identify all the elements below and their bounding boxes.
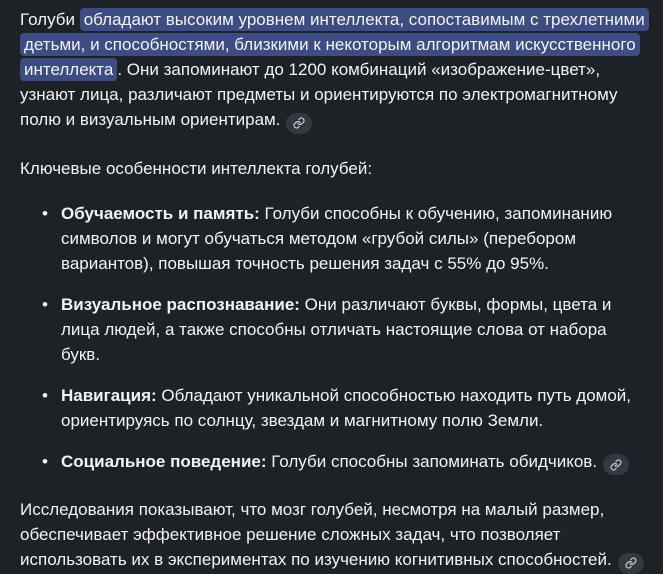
bullet-title: Обучаемость и память: [61, 203, 260, 223]
citation-link-button[interactable] [286, 113, 312, 134]
closing-paragraph [20, 497, 647, 574]
bullet-title: Социальное поведение: [61, 451, 267, 471]
citation-link-button[interactable] [618, 553, 644, 574]
list-item [61, 292, 647, 367]
list-intro: Ключевые особенности интеллекта голубей: [20, 158, 373, 178]
bullet-text: Голуби способны запоминать обидчиков. [266, 451, 598, 471]
link-icon [610, 459, 622, 471]
features-list [20, 201, 647, 476]
citation-link-button[interactable] [603, 454, 629, 475]
bullet-text: Обладают уникальной способностью находить путь домой, ориентируясь по солнцу, звездам и магнитному полю Земли. [61, 385, 632, 430]
link-icon [293, 117, 305, 129]
link-icon [625, 557, 637, 569]
list-item [61, 449, 647, 476]
closing-text: Исследования показывают, что мозг голубей, несмотря на малый размер, обеспечивает эффективное решение сложных задач, что позволяет использовать их в экспериментах по изучению когнитивных способностей. [20, 500, 612, 569]
intro-text-prefix: Голуби [20, 10, 80, 29]
bullet-title: Навигация: [61, 385, 157, 405]
highlighted-text: обладают высоким уровнем интеллекта, сопоставимым с трехлетними детьми, и способностями, близкими к некоторым алгоритмам искусственного интеллекта [20, 8, 649, 81]
intro-paragraph [20, 7, 647, 134]
intro-text-suffix: . Они запоминают до 1200 комбинаций «изображение-цвет», узнают лица, различают предметы и ориентируются по электромагнитному полю и визуальным ориентирам. [20, 60, 618, 129]
bullet-text: Они различают буквы, формы, цвета и лица людей, а также способны отличать настоящие слова от набора букв. [61, 294, 612, 364]
list-item [61, 383, 647, 433]
list-item [61, 201, 647, 276]
bullet-text: Голуби способны к обучению, запоминанию символов и могут обучаться методом «грубой силы» (перебором вариантов), повышая точность решения задач с 55% до 95%. [61, 203, 613, 273]
bullet-title: Визуальное распознавание: [61, 294, 300, 314]
